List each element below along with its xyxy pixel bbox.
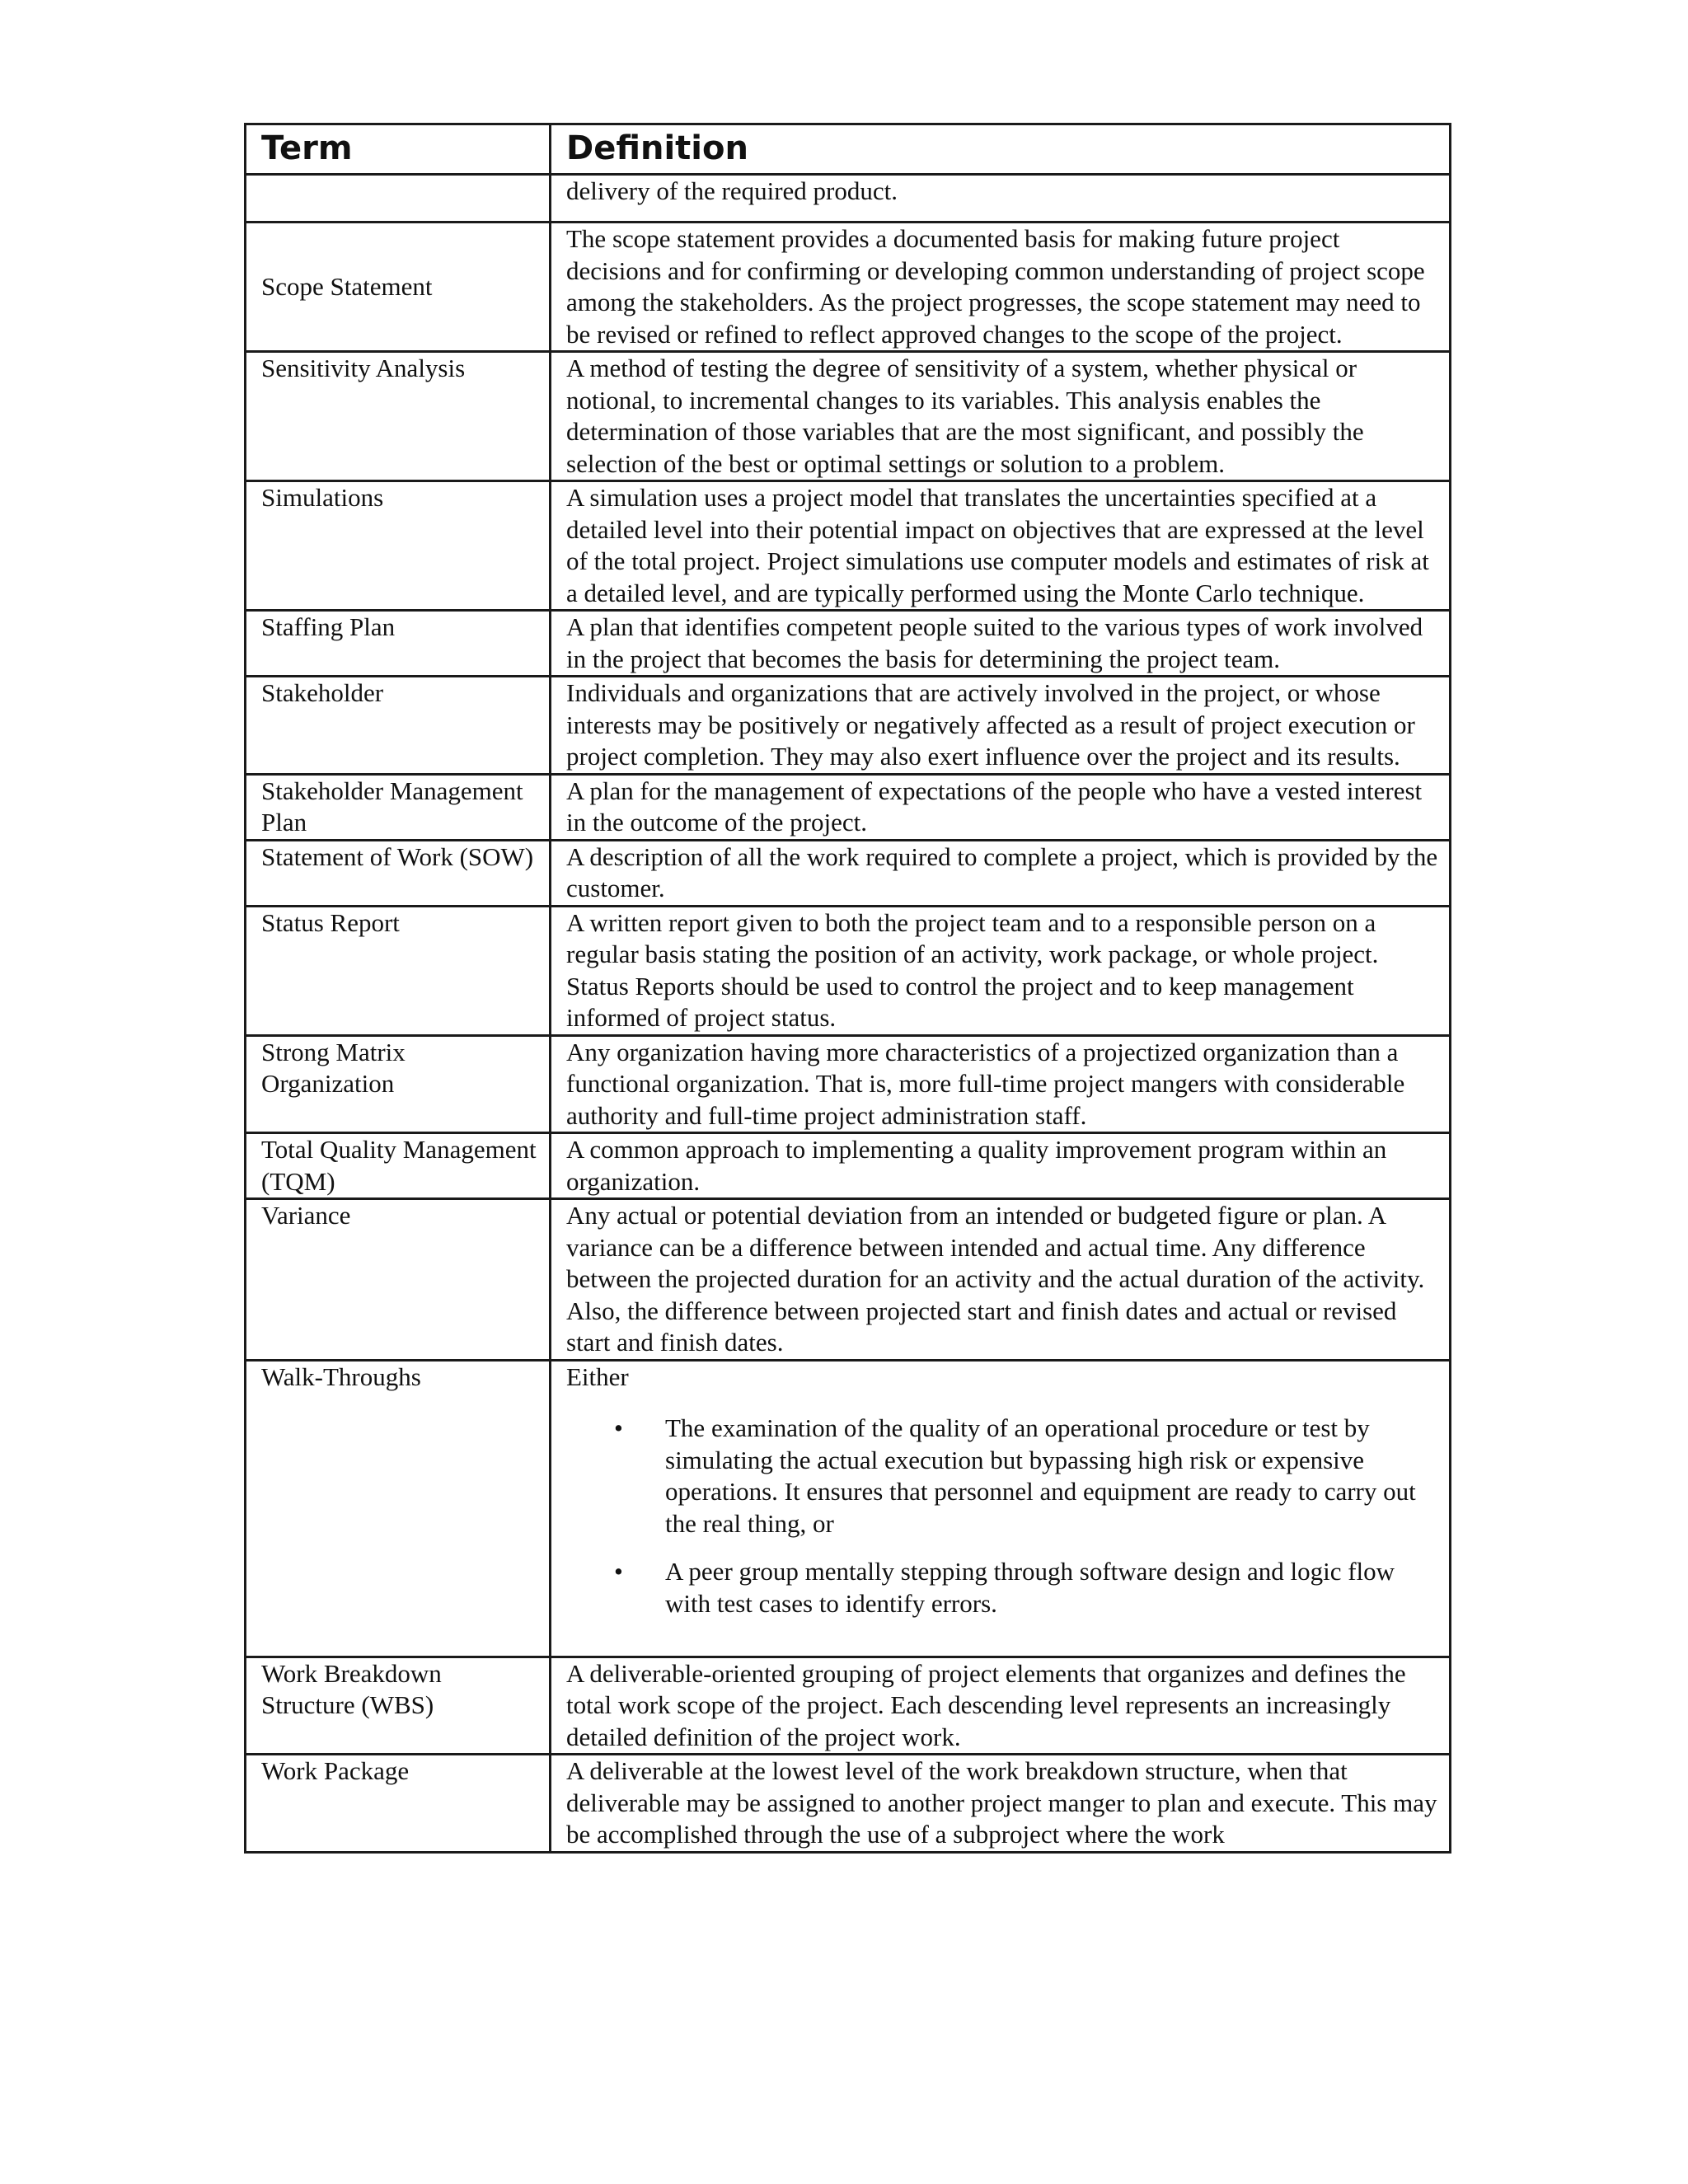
term-cell: Simulations xyxy=(246,481,551,611)
table-row-walkthroughs xyxy=(246,1360,1451,1657)
term-cell: Stakeholder xyxy=(246,677,551,775)
term-cell: Stakeholder Management Plan xyxy=(246,774,551,840)
table-row xyxy=(246,611,1451,677)
term-cell: Status Report xyxy=(246,906,551,1035)
definition-cell: A method of testing the degree of sensitivity of a system, whether physical or notional, to incremental changes to its variables. This analysis enables the determination of those variables that are the most significant, and possibly the selection of the best or optimal settings or solution to a problem. xyxy=(551,352,1451,481)
table-header-row xyxy=(246,124,1451,175)
term-cell: Work Breakdown Structure (WBS) xyxy=(246,1657,551,1755)
term-cell: Strong Matrix Organization xyxy=(246,1035,551,1133)
term-cell: Variance xyxy=(246,1199,551,1361)
definition-cell: A simulation uses a project model that translates the uncertainties specified at a detailed level into their potential impact on objectives that are expressed at the level of the total project. Project simulations use computer models and estimates of risk at a detailed level, and are typically performed using the Monte Carlo technique. xyxy=(551,481,1451,611)
list-item-text: The examination of the quality of an operational procedure or test by simulating the actual execution but bypassing high risk or expensive operations. It ensures that personnel and equipment are ready to carry out the real thing, or xyxy=(665,1413,1416,1538)
definition-column-header: Definition xyxy=(551,124,1451,175)
term-cell: Work Package xyxy=(246,1755,551,1853)
bullet-list xyxy=(566,1413,1439,1619)
term-cell: Statement of Work (SOW) xyxy=(246,840,551,906)
definition-cell: A plan for the management of expectations of the people who have a vested interest in the outcome of the project. xyxy=(551,774,1451,840)
definition-cell: A description of all the work required to complete a project, which is provided by the customer. xyxy=(551,840,1451,906)
table-row xyxy=(246,1133,1451,1199)
definition-cell: Any organization having more characteristics of a projectized organization than a functional organization. That is, more full-time project mangers with considerable authority and full-time project administration staff. xyxy=(551,1035,1451,1133)
definition-cell xyxy=(551,1360,1451,1657)
list-item-text: A peer group mentally stepping through software design and logic flow with test cases to identify errors. xyxy=(665,1557,1395,1618)
table-row xyxy=(246,1199,1451,1361)
list-item xyxy=(614,1413,1439,1540)
table-row xyxy=(246,840,1451,906)
definition-cell: The scope statement provides a documented basis for making future project decisions and for confirming or developing common understanding of project scope among the stakeholders. As the project progresses, the scope statement may need to be revised or refined to reflect approved changes to the scope of the project. xyxy=(551,223,1451,352)
definition-cell: A deliverable at the lowest level of the work breakdown structure, when that deliverable may be assigned to another project manger to plan and execute. This may be accomplished through the use of a subproject where the work xyxy=(551,1755,1451,1853)
table-row xyxy=(246,906,1451,1035)
table-row xyxy=(246,352,1451,481)
list-item xyxy=(614,1556,1439,1619)
definition-cell: Individuals and organizations that are actively involved in the project, or whose interests may be positively or negatively affected as a result of project execution or project completion. They may also exert influence over the project and its results. xyxy=(551,677,1451,775)
term-cell: Scope Statement xyxy=(246,223,551,352)
definition-cell: A written report given to both the project team and to a responsible person on a regular basis stating the position of an activity, work package, or whole project. Status Reports should be used to control the project and to keep management informed of project status. xyxy=(551,906,1451,1035)
definition-cell: A plan that identifies competent people suited to the various types of work involved in the project that becomes the basis for determining the project team. xyxy=(551,611,1451,677)
definition-cell: A deliverable-oriented grouping of project elements that organizes and defines the total work scope of the project. Each descending level represents an increasingly detailed definition of the project work. xyxy=(551,1657,1451,1755)
table-row-continuation xyxy=(246,175,1451,223)
glossary-table xyxy=(244,123,1451,1854)
table-row xyxy=(246,223,1451,352)
definition-cell: A common approach to implementing a quality improvement program within an organization. xyxy=(551,1133,1451,1199)
table-row xyxy=(246,774,1451,840)
table-row xyxy=(246,1035,1451,1133)
definition-cell: delivery of the required product. xyxy=(551,175,1451,223)
term-cell-empty xyxy=(246,175,551,223)
term-cell: Sensitivity Analysis xyxy=(246,352,551,481)
term-cell: Walk-Throughs xyxy=(246,1360,551,1657)
bullet-icon: • xyxy=(614,1557,623,1586)
term-cell: Staffing Plan xyxy=(246,611,551,677)
definition-intro: Either xyxy=(566,1361,629,1391)
term-column-header: Term xyxy=(246,124,551,175)
bullet-icon: • xyxy=(614,1413,623,1442)
definition-cell: Any actual or potential deviation from an intended or budgeted figure or plan. A variance can be a difference between intended and actual time. Any difference between the projected duration for an activity and the actual duration of the activity. Also, the difference between projected start and finish dates and actual or revised start and finish dates. xyxy=(551,1199,1451,1361)
table-row xyxy=(246,1755,1451,1853)
term-cell: Total Quality Management (TQM) xyxy=(246,1133,551,1199)
table-row xyxy=(246,1657,1451,1755)
table-row xyxy=(246,481,1451,611)
table-row xyxy=(246,677,1451,775)
